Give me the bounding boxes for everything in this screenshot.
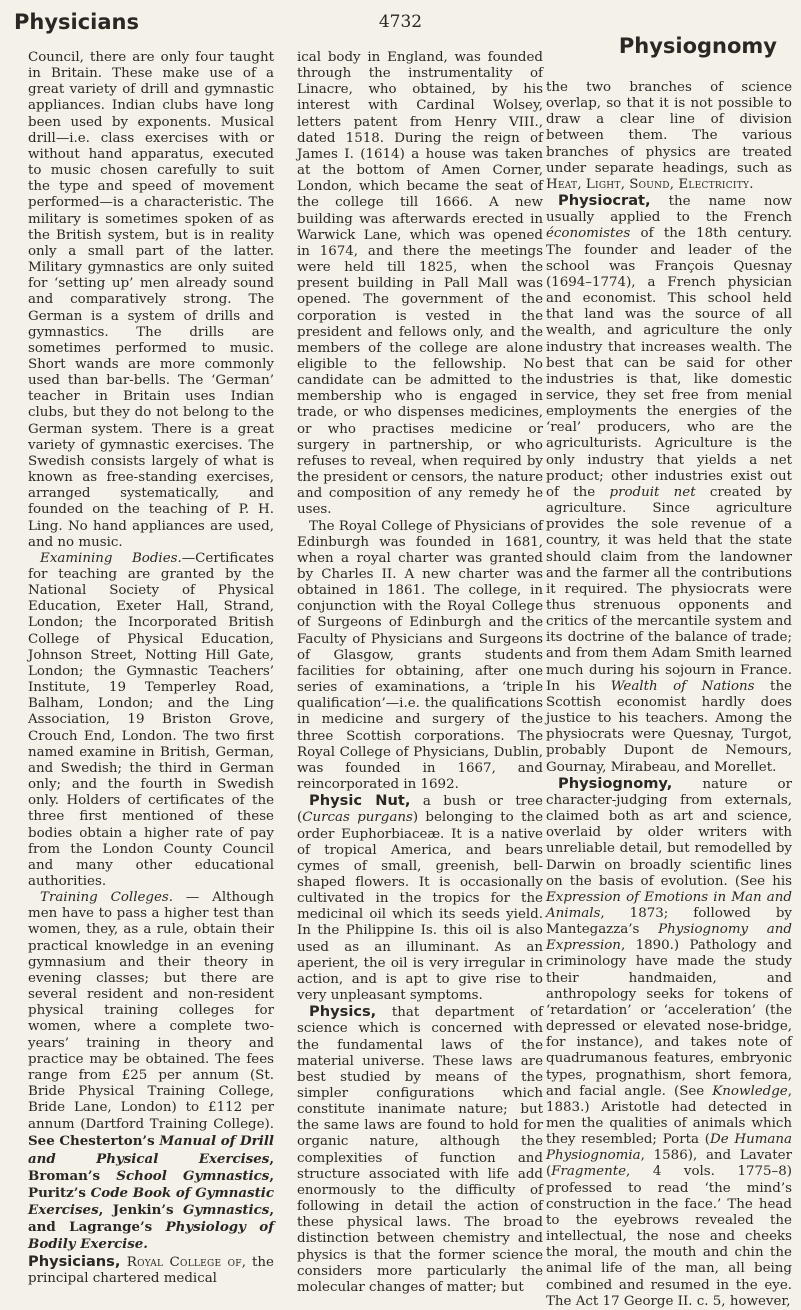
text-columns: [8, 50, 793, 1309]
paragraph-royal-college-edinburgh: The Royal College of Physicians of Edinburgh was founded in 1681, when a royal charter was granted by Charles II. A new charter was obtained in 1861. The college, in conjunction with the Royal College of Surgeons of Edinburgh and the Faculty of Physicians and Surgeons of Glasgow, grants students facilities for obtaining, after one series of examinations, a ‘triple qualification’—i.e. the qualifications in medicine and surgery of the three Scottish corporations. The Royal College of Physicians, Dublin, was founded in 1667, and reincorporated in 1692.: [297, 518, 543, 793]
headword-physics: Physics,: [309, 1003, 377, 1021]
subhead-training-colleges: Training Colleges.: [40, 890, 174, 906]
entry-physicians-royal-college: Physicians, Royal College of, the principal chartered medical: [28, 1252, 274, 1286]
paragraph-physics-continued: the two branches of science overlap, so that it is not possible to draw a clear line of division between them. The various branches of physics are treated under separate headings, such as Heat, Light, Sound, Electricity.: [546, 80, 792, 192]
cross-ref-heat[interactable]: Heat: [546, 176, 578, 192]
paragraph-drill-systems: Council, there are only four taught in Britain. These make use of a great variety of drill and gymnastic appliances. Indian clubs have long been used by exponents. Musical drill—i.e. class exercises with or without hand apparatus, executed to music chosen carefully to suit the type and speed of movement performed—is a characteristic. The military is sometimes spoken of as the British system, but is in reality only a small part of the latter. Military gymnastics are only suited for ‘setting up’ men already sound and comparatively strong. The German is a system of drills and gymnastics. The drills are sometimes performed to music. Short wands are more commonly used than bar-bells. The ‘German’ teacher in Britain uses Indian clubs, but they do not belong to the German system. There is a great variety of gymnastic exercises. The Swedish consists largely of what is known as free-standing exercises, arranged systematically, and founded on the teaching of P. H. Ling. No hand appliances are used, and no music.: [28, 50, 274, 550]
paragraph-royal-college-london: ical body in England, was founded through the instrumentality of Linacre, who obtained, by his interest with Cardinal Wolsey, letters patent from Henry VIII., dated 1518. During the reign of James I. (1614) a house was taken at the bottom of Amen Corner, London, which became the seat of the college till 1666. A new building was afterwards erected in Warwick Lane, which was opened in 1674, and there the meetings were held till 1825, when the present building in Pall Mall was opened. The government of the corporation is vested in the president and fellows only, and the members of the college are alone eligible to the fellowship. No candidate can be admitted to the membership who is engaged in trade, or who dispenses medicines, or who practises medicine or surgery in partnership, or who refuses to reveal, when required by the president or censors, the nature and composition of any remedy he uses.: [297, 50, 543, 518]
headword-physic-nut: Physic Nut,: [309, 792, 411, 810]
cross-ref-light[interactable]: Light: [585, 176, 621, 192]
entry-physics: Physics, that department of science which is concerned with the fundamental laws of the material universe. These laws are best studied by means of the simpler configurations which constitute inanimate nature; but the same laws are found to hold for organic nature, although the complexities of function and structure associated with life add enormously to the difficulty of following in detail the action of these physical laws. The broad distinction between chemistry and physics is that the former science considers more particularly the molecular changes of matter; but: [297, 1003, 543, 1295]
entry-physiocrat: Physiocrat, the name now usually applied to the French économistes of the 18th century. The founder and leader of the school was François Quesnay (1694–1774), a French physician and economist. This school held that land was the source of all wealth, and agriculture the only industry that increases wealth. The best that can be said for other industries is that, like domestic service, they set free from menial employments the energies of the ‘real’ producers, who are the agriculturists. Agriculture is the only industry that yields a net product; other industries exist out of the produit net created by agriculture. Since agriculture provides the sole revenue of a country, it was held that the state should claim from the landowner and the farmer all the contributions it required. The physiocrats were thus strenuous opponents and critics of the mercantile system and its doctrine of the balance of trade; and from them Adam Smith learned much during his sojourn in France. In his Wealth of Nations the Scottish economist hardly does justice to his teachers. Among the physiocrats were Quesnay, Turgot, probably Dupont de Nemours, Gournay, Mirabeau, and Morellet.: [546, 192, 792, 775]
column-2: [297, 50, 543, 1295]
paragraph-training-colleges: Training Colleges. — Although men have to pass a higher test than women, they, as a rule, obtain their practical knowledge in an evening gymnasium and their theory in evening classes; but there are several resident and non-resident physical training colleges for women, where a complete two-years’ training in theory and practice may be obtained. The fees range from £25 per annum (St. Bride Physical Training College, Bride Lane, London) to £112 per annum (Dartford Training College). See Chesterton’s Manual of Drill and Physical Exercises, Broman’s School Gymnastics, Puritz’s Code Book of Gymnastic Exercises, Jenkin’s Gymnastics, and Lagrange’s Physiology of Bodily Exercise.: [28, 890, 274, 1253]
subhead-examining-bodies: Examining Bodies.: [40, 550, 182, 566]
cross-ref-sound[interactable]: Sound: [629, 176, 670, 192]
right-guide-word: Physiognomy: [618, 34, 777, 58]
column-1: [28, 50, 274, 1286]
paragraph-examining-bodies: Examining Bodies.—Certificates for teaching are granted by the National Society of Physical Education, Exeter Hall, Strand, London; the Incorporated British College of Physical Education, Johnson Street, Notting Hill Gate, London; the Gymnastic Teachers’ Institute, 19 Temperley Road, Balham, London; and the Ling Association, 19 Briston Grove, Crouch End, London. The two first named examine in British, German, and Swedish; the third in German only; and the fourth in Swedish only. Holders of certificates of the three first mentioned of these bodies obtain a higher rate of pay from the London County Council and many other educational authorities.: [28, 550, 274, 889]
headword-physiocrat: Physiocrat,: [558, 192, 651, 210]
column-3: [546, 80, 792, 1309]
headword-physiognomy: Physiognomy,: [558, 774, 673, 792]
entry-physiognomy: Physiognomy, nature or character-judging from externals, claimed both as art and science, overlaid by older writers with unreliable detail, but remodelled by Darwin on broadly scientific lines on the basis of evolution. (See his Expression of Emotions in Man and Animals, 1873; followed by Mantegazza’s Physiognomy and Expression, 1890.) Pathology and criminology have made the study their handmaiden, and anthropology seeks for tokens of ‘retardation’ or ‘acceleration’ (the depressed or elevated nose-bridge, for instance), and takes note of quadrumanous features, embryonic types, prognathism, short femora, and facial angle. (See Knowledge, 1883.) Aristotle had detected in men the qualities of animals which they resembled; Porta (De Humana Physiognomia, 1586), and Lavater (Fragmente, 4 vols. 1775–8) professed to read ‘the mind’s construction in the face.’ The head to the eyebrows revealed the intellectual, the nose and cheeks the moral, the mouth and chin the animal life of the man, all being combined and resumed in the eye. The Act 17 George II. c. 5, however,: [546, 774, 792, 1309]
entry-physic-nut: Physic Nut, a bush or tree (Curcas purgans) belonging to the order Euphorbiaceæ. It is a native of tropical America, and bears cymes of small, greenish, bell-shaped flowers. It is occasionally cultivated in the tropics for the medicinal oil which its seeds yield. In the Philippine Is. this oil is also used as an illuminant. As an aperient, the oil is very irregular in action, and is apt to give rise to very unpleasant symptoms.: [297, 792, 543, 1004]
left-guide-word: Physicians: [14, 10, 139, 34]
headword-physicians: Physicians,: [28, 1252, 121, 1270]
page-number: 4732: [378, 12, 423, 32]
cross-ref-electricity[interactable]: Electricity: [678, 176, 750, 192]
